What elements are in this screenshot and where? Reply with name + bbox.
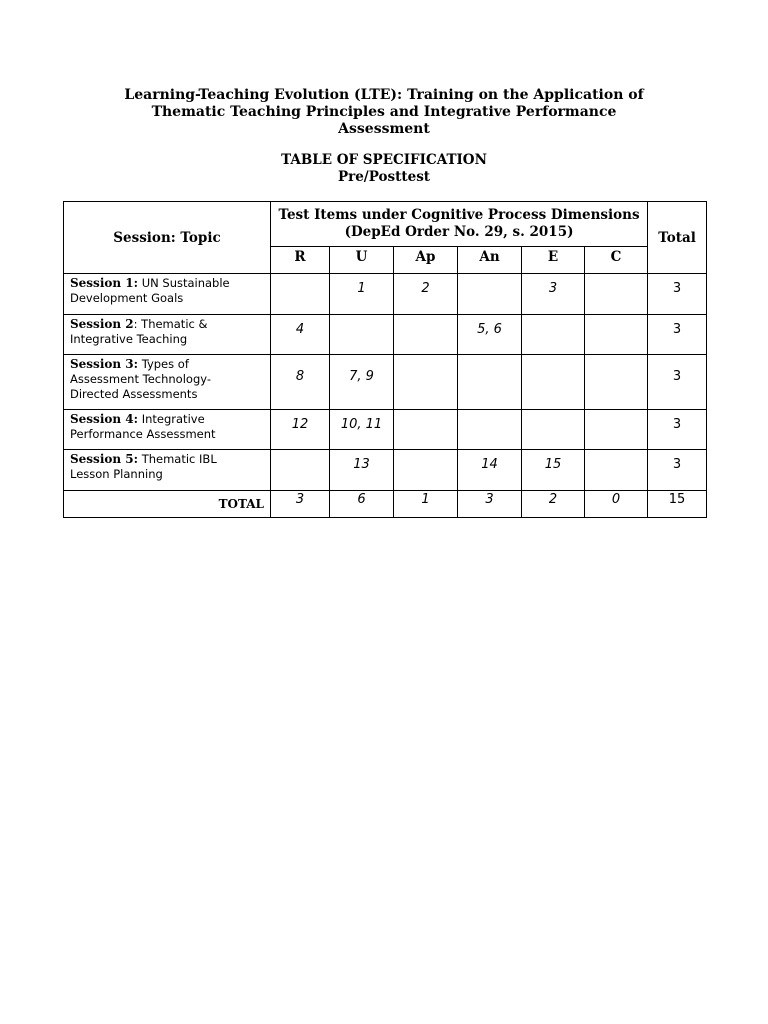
topic-text: Lesson Planning: [70, 467, 163, 481]
item-cell: 15: [522, 450, 585, 491]
topic-text: : Thematic &: [133, 317, 208, 331]
subtitle-line: Pre/Posttest: [337, 169, 431, 185]
item-cell: [458, 274, 522, 315]
header-dimension: C: [585, 247, 648, 274]
item-cell: [458, 410, 522, 450]
session-topic-cell: [64, 355, 271, 410]
row-total-cell: 3: [648, 315, 707, 355]
row-total-cell: 3: [648, 410, 707, 450]
summary-cell: 2: [522, 491, 585, 518]
item-cell: [585, 274, 648, 315]
item-cell: [271, 450, 330, 491]
header-row: [64, 202, 707, 247]
session-label: Session 4:: [70, 412, 139, 426]
item-cell: 10, 11: [330, 410, 394, 450]
table-row: [64, 355, 707, 410]
item-cell: 2: [394, 274, 458, 315]
summary-cell: 3: [458, 491, 522, 518]
session-topic-cell: [64, 450, 271, 491]
item-cell: [585, 355, 648, 410]
title-line: Learning-Teaching Evolution (LTE): Training on the Application of: [124, 87, 644, 103]
item-cell: 4: [271, 315, 330, 355]
topic-text: Assessment Technology-: [70, 372, 212, 386]
item-cell: [271, 274, 330, 315]
item-cell: 5, 6: [458, 315, 522, 355]
item-cell: [394, 355, 458, 410]
topic-text: UN Sustainable: [138, 276, 230, 290]
topic-text: Development Goals: [70, 291, 184, 305]
item-cell: [330, 315, 394, 355]
summary-cell: 3: [271, 491, 330, 518]
item-cell: [394, 410, 458, 450]
header-total: Total: [648, 202, 707, 274]
header-session-topic: Session: Topic: [64, 202, 271, 274]
table-row: [64, 274, 707, 315]
document-subtitle: [184, 152, 584, 186]
header-dimension: U: [330, 247, 394, 274]
row-total-cell: 3: [648, 274, 707, 315]
table-row: [64, 315, 707, 355]
header-dimension: R: [271, 247, 330, 274]
item-cell: [522, 355, 585, 410]
item-cell: [458, 355, 522, 410]
item-cell: [394, 315, 458, 355]
item-cell: 3: [522, 274, 585, 315]
topic-text: Thematic IBL: [138, 452, 217, 466]
session-topic-cell: [64, 274, 271, 315]
summary-cell: 1: [394, 491, 458, 518]
topic-text: Types of: [138, 357, 189, 371]
header-dimension: E: [522, 247, 585, 274]
session-topic-cell: [64, 315, 271, 355]
title-line: Thematic Teaching Principles and Integrative Performance: [151, 104, 617, 120]
topic-text: Performance Assessment: [70, 427, 216, 441]
session-label: Session 1:: [70, 276, 139, 290]
item-cell: 8: [271, 355, 330, 410]
summary-label: TOTAL: [64, 491, 271, 518]
session-topic-cell: [64, 410, 271, 450]
item-cell: 14: [458, 450, 522, 491]
item-cell: [522, 410, 585, 450]
item-cell: [585, 450, 648, 491]
header-group-line: Test Items under Cognitive Process Dimensions: [278, 207, 640, 223]
document-title: [90, 87, 678, 138]
summary-cell: 6: [330, 491, 394, 518]
summary-row: [64, 491, 707, 518]
row-total-cell: 3: [648, 355, 707, 410]
table-row: [64, 450, 707, 491]
session-label: Session 5:: [70, 452, 139, 466]
item-cell: 7, 9: [330, 355, 394, 410]
table-row: [64, 410, 707, 450]
header-dimension: Ap: [394, 247, 458, 274]
title-line: Assessment: [338, 121, 430, 137]
item-cell: [585, 315, 648, 355]
item-cell: [585, 410, 648, 450]
summary-cell: 0: [585, 491, 648, 518]
item-cell: 1: [330, 274, 394, 315]
row-total-cell: 3: [648, 450, 707, 491]
topic-text: Integrative Teaching: [70, 332, 188, 346]
specification-table: [63, 201, 707, 518]
session-label: Session 3:: [70, 357, 139, 371]
session-label: Session 2: [70, 317, 134, 331]
grand-total-cell: 15: [648, 491, 707, 518]
header-dimension: An: [458, 247, 522, 274]
subtitle-line: TABLE OF SPECIFICATION: [281, 152, 487, 168]
topic-text: Integrative: [138, 412, 205, 426]
item-cell: [394, 450, 458, 491]
header-cognitive-dimensions: [271, 202, 648, 247]
item-cell: 13: [330, 450, 394, 491]
topic-text: Directed Assessments: [70, 387, 198, 401]
header-group-line: (DepEd Order No. 29, s. 2015): [344, 224, 574, 240]
item-cell: [522, 315, 585, 355]
item-cell: 12: [271, 410, 330, 450]
